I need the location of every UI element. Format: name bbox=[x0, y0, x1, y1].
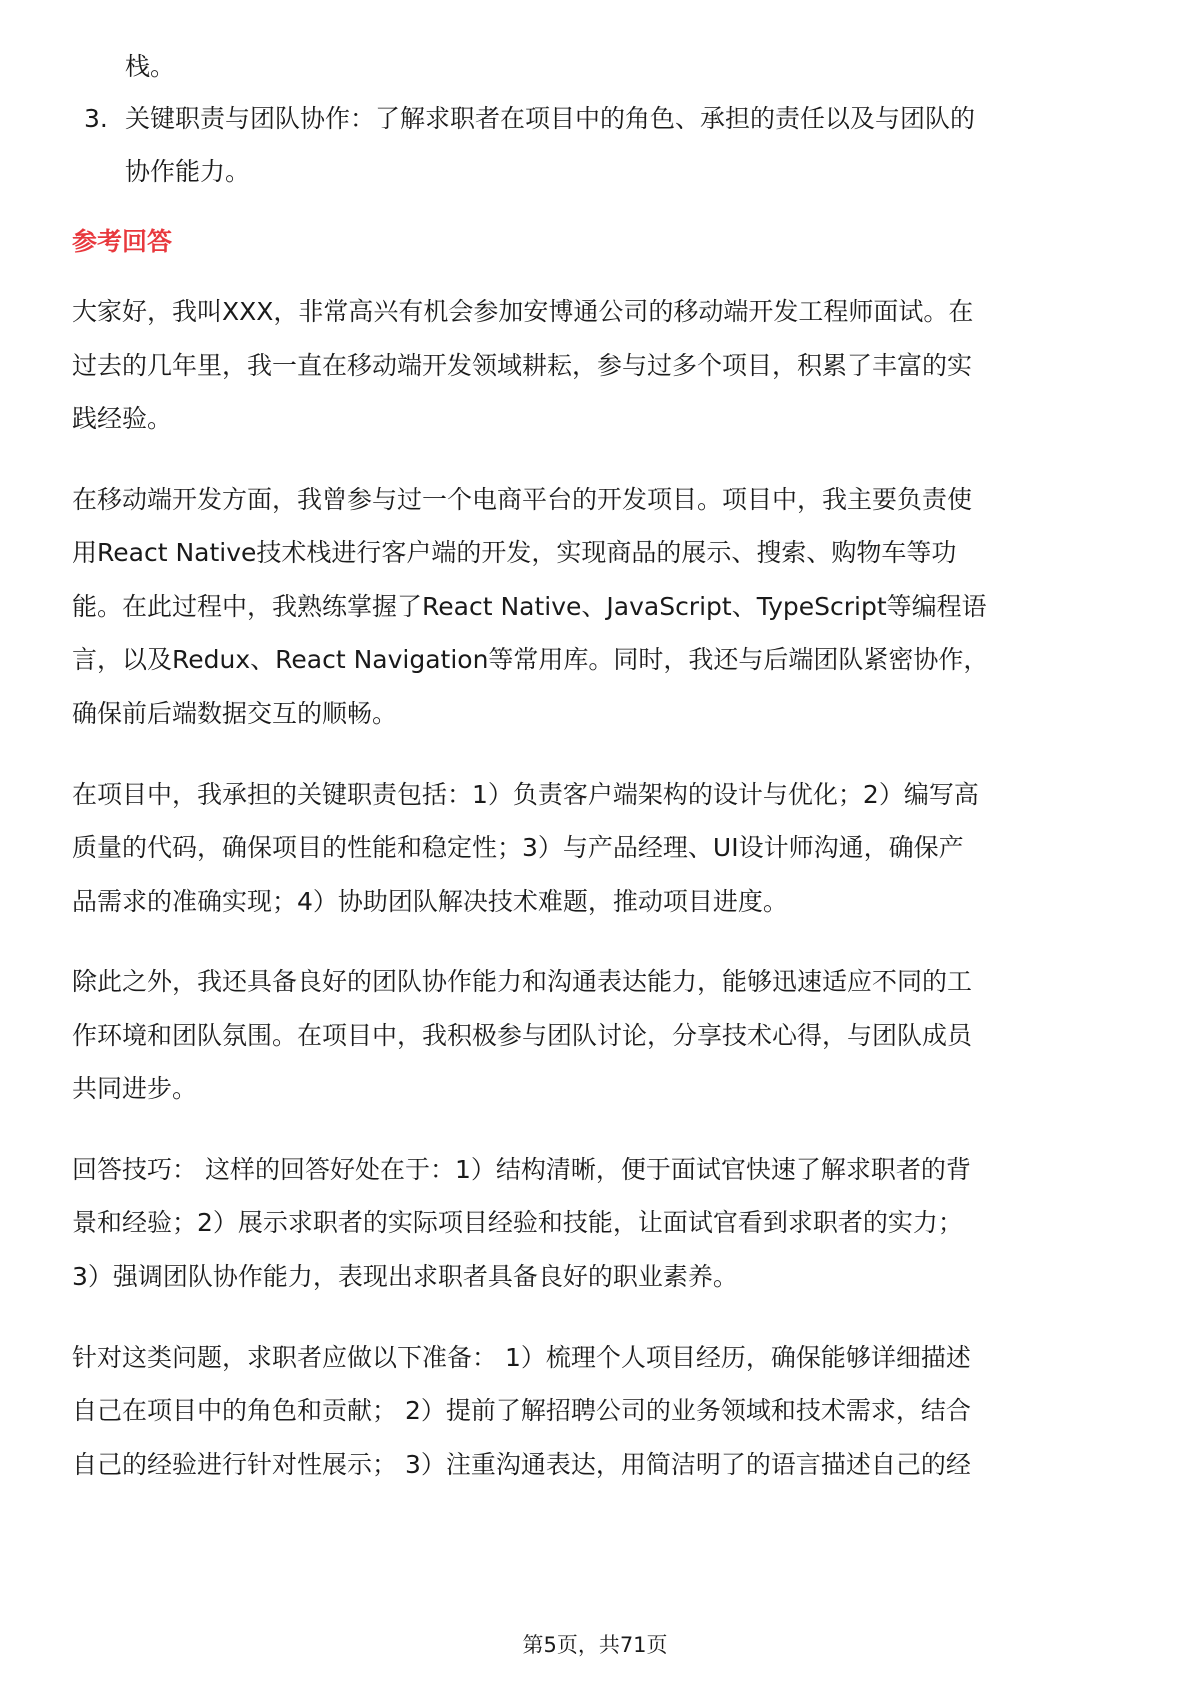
paragraph-line: 能。在此过程中，我熟练掌握了React Native、JavaScript、TypeScript等编程语 bbox=[72, 592, 987, 621]
list-line-prev: 栈。 bbox=[125, 52, 176, 81]
paragraph-line: 言，以及Redux、React Navigation等常用库。同时，我还与后端团队紧密协作， bbox=[72, 645, 989, 674]
section-title: 参考回答 bbox=[72, 227, 173, 256]
paragraph-line: 共同进步。 bbox=[72, 1074, 198, 1103]
page-number-footer: 第5页，共71页 bbox=[522, 1633, 668, 1657]
paragraph-line: 作环境和团队氛围。在项目中，我积极参与团队讨论，分享技术心得，与团队成员 bbox=[72, 1021, 973, 1050]
paragraph-line: 在项目中，我承担的关键职责包括：1）负责客户端架构的设计与优化；2）编写高 bbox=[72, 780, 979, 809]
list-item-line: 关键职责与团队协作：了解求职者在项目中的角色、承担的责任以及与团队的 bbox=[125, 104, 976, 133]
paragraph-line: 质量的代码，确保项目的性能和稳定性；3）与产品经理、UI设计师沟通，确保产 bbox=[72, 833, 964, 862]
paragraph-line: 大家好，我叫XXX，非常高兴有机会参加安博通公司的移动端开发工程师面试。在 bbox=[72, 297, 974, 326]
paragraph-line: 品需求的准确实现；4）协助团队解决技术难题，推动项目进度。 bbox=[72, 887, 788, 916]
paragraph-line: 确保前后端数据交互的顺畅。 bbox=[72, 699, 398, 728]
list-item-line: 协作能力。 bbox=[125, 157, 251, 186]
paragraph-line: 针对这类问题，求职者应做以下准备： 1）梳理个人项目经历，确保能够详细描述 bbox=[72, 1343, 971, 1372]
list-item-number: 3. bbox=[84, 104, 108, 133]
paragraph-line: 自己在项目中的角色和贡献； 2）提前了解招聘公司的业务领域和技术需求，结合 bbox=[72, 1396, 971, 1425]
paragraph-line: 在移动端开发方面，我曾参与过一个电商平台的开发项目。项目中，我主要负责使 bbox=[72, 485, 973, 514]
paragraph-line: 自己的经验进行针对性展示； 3）注重沟通表达，用简洁明了的语言描述自己的经 bbox=[72, 1450, 971, 1479]
paragraph-line: 用React Native技术栈进行客户端的开发，实现商品的展示、搜索、购物车等功 bbox=[72, 538, 957, 567]
paragraph-line: 景和经验；2）展示求职者的实际项目经验和技能，让面试官看到求职者的实力； bbox=[72, 1208, 963, 1237]
paragraph-line: 除此之外，我还具备良好的团队协作能力和沟通表达能力，能够迅速适应不同的工 bbox=[72, 967, 973, 996]
paragraph-line: 3）强调团队协作能力，表现出求职者具备良好的职业素养。 bbox=[72, 1262, 738, 1291]
paragraph-line: 回答技巧： 这样的回答好处在于：1）结构清晰，便于面试官快速了解求职者的背 bbox=[72, 1155, 971, 1184]
paragraph-line: 过去的几年里，我一直在移动端开发领域耕耘，参与过多个项目，积累了丰富的实 bbox=[72, 351, 973, 380]
paragraph-line: 践经验。 bbox=[72, 404, 173, 433]
